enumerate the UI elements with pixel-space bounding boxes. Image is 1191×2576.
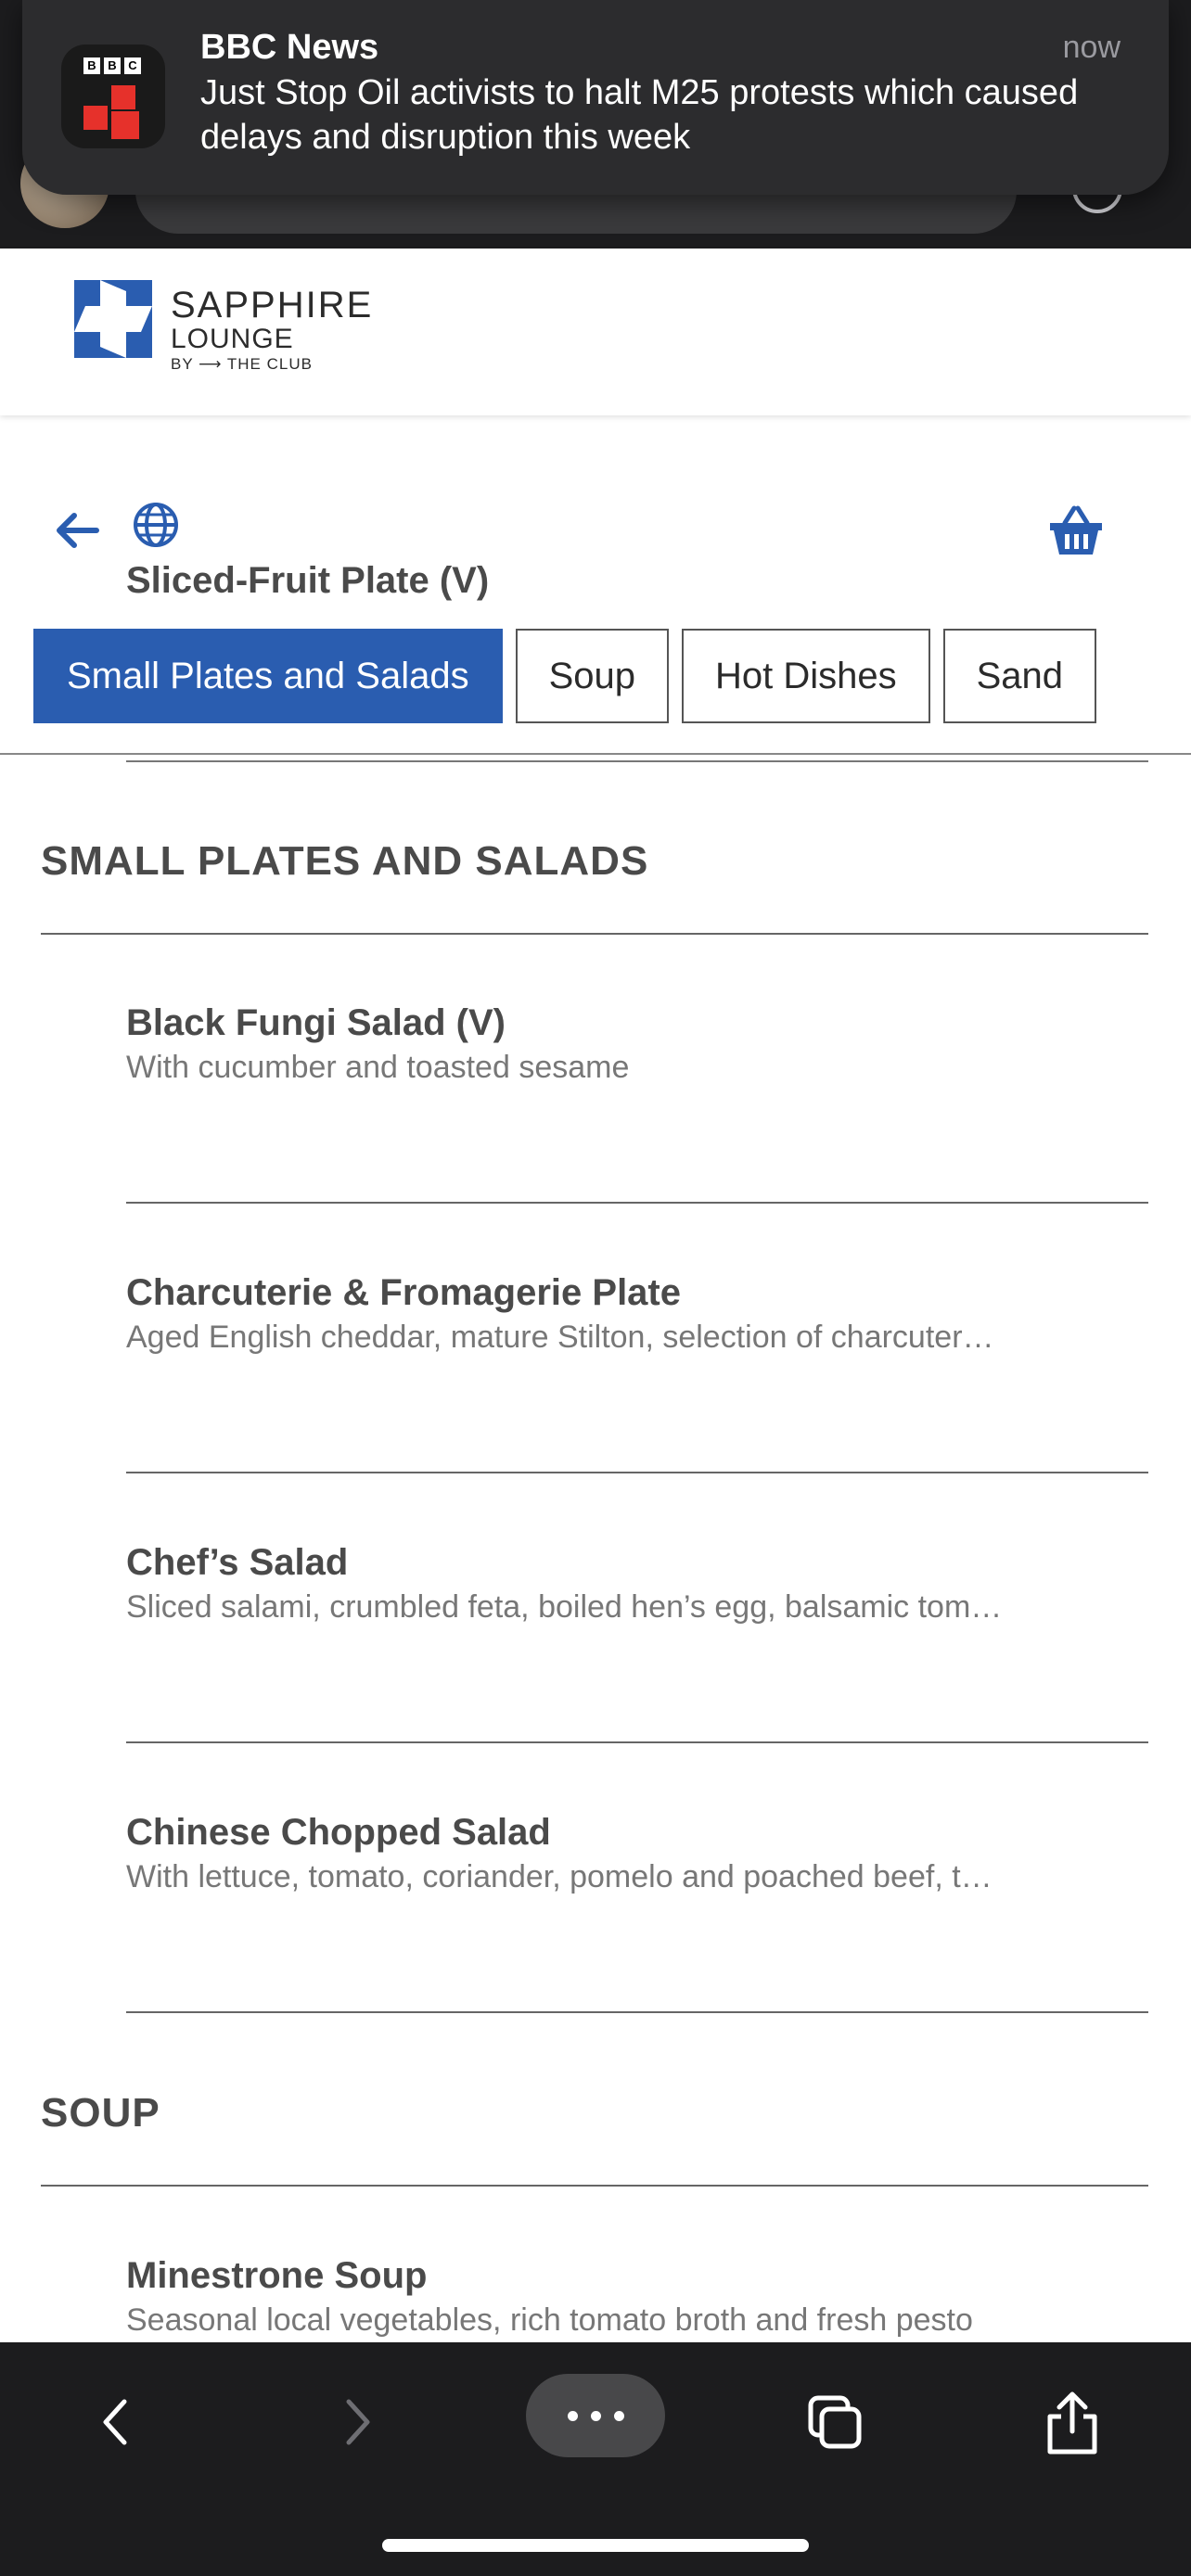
forward-chevron-icon[interactable] — [319, 2385, 393, 2459]
back-arrow-icon[interactable] — [52, 504, 104, 556]
category-tabs — [33, 629, 1163, 725]
menu-item-name: Chef’s Salad — [126, 1542, 349, 1583]
menu-item-name: Chinese Chopped Salad — [126, 1812, 551, 1853]
notification-time: now — [1062, 30, 1121, 65]
logo-line-2: LOUNGE — [171, 324, 294, 354]
menu-item[interactable] — [126, 2252, 1148, 2341]
sapphire-logo-text — [171, 286, 373, 375]
logo-line-3: BY ⟶ THE CLUB — [171, 355, 313, 373]
menu-item-name: Black Fungi Salad (V) — [126, 1002, 506, 1043]
tab-soup[interactable]: Soup — [516, 629, 669, 723]
menu-item-description: With cucumber and toasted sesame — [126, 1050, 630, 1085]
bbc-news-app-icon: B B C — [61, 45, 165, 148]
menu-item[interactable] — [126, 1809, 1148, 1898]
back-chevron-icon[interactable] — [80, 2385, 154, 2459]
menu-item-name: Charcuterie & Fromagerie Plate — [126, 1272, 681, 1313]
section-title-soup: SOUP — [41, 2090, 160, 2136]
menu-item-description: Aged English cheddar, mature Stilton, selection of charcuter… — [126, 1320, 994, 1355]
globe-icon[interactable] — [130, 499, 182, 551]
sapphire-logo-icon[interactable] — [74, 280, 152, 358]
share-icon[interactable] — [1035, 2385, 1109, 2459]
tab-sandwiches[interactable]: Sand — [943, 629, 1096, 723]
menu-item-description: With lettuce, tomato, coriander, pomelo and poached beef, t… — [126, 1859, 992, 1894]
item-divider — [126, 760, 1148, 762]
section-divider — [41, 933, 1148, 935]
logo-line-1: SAPPHIRE — [171, 285, 374, 325]
more-options-icon[interactable] — [526, 2374, 665, 2457]
home-indicator — [382, 2539, 809, 2552]
scrolled-menu-item-peek: Sliced-Fruit Plate (V) — [126, 560, 490, 601]
notification-app-name: BBC News — [200, 28, 379, 67]
menu-item[interactable] — [126, 1000, 1148, 1089]
tabs-icon[interactable] — [798, 2385, 872, 2459]
item-divider — [126, 1472, 1148, 1473]
notification-banner[interactable] — [22, 0, 1169, 195]
menu-item-name: Minestrone Soup — [126, 2255, 428, 2296]
item-divider — [126, 1202, 1148, 1204]
tab-hot-dishes[interactable]: Hot Dishes — [682, 629, 930, 723]
notification-message: Just Stop Oil activists to halt M25 protests which caused delays and disruption this week — [200, 73, 1079, 157]
section-title-small-plates: SMALL PLATES AND SALADS — [41, 838, 649, 884]
menu-item[interactable] — [126, 1269, 1148, 1358]
item-divider — [126, 1741, 1148, 1743]
browser-bottom-toolbar — [0, 2342, 1191, 2576]
section-divider — [41, 2185, 1148, 2187]
tabs-divider — [0, 753, 1191, 755]
menu-item-description: Seasonal local vegetables, rich tomato broth and fresh pesto — [126, 2302, 973, 2338]
menu-item-description: Sliced salami, crumbled feta, boiled hen’s egg, balsamic tom… — [126, 1589, 1003, 1625]
menu-item[interactable] — [126, 1539, 1148, 1628]
tab-small-plates-and-salads[interactable]: Small Plates and Salads — [33, 629, 503, 723]
site-header — [0, 249, 1191, 415]
item-divider — [126, 2011, 1148, 2013]
basket-icon[interactable] — [1046, 501, 1106, 560]
